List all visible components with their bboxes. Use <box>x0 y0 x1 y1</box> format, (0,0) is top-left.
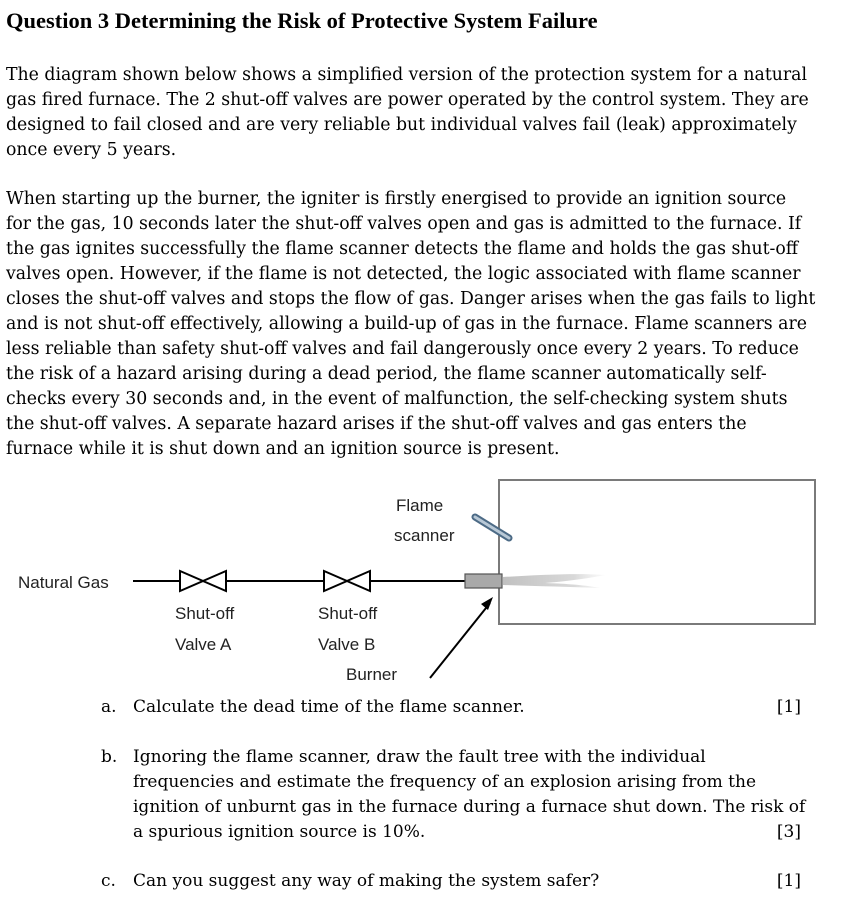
question-text-line: a spurious ignition source is 10%. <box>133 822 426 842</box>
question-mark: [3] <box>776 822 801 842</box>
question-text-line: ignition of unburnt gas in the furnace during a furnace shut down. The risk of <box>133 797 806 817</box>
text-line: furnace while it is shut down and an ignition source is present. <box>6 439 560 459</box>
text-line: for the gas, 10 seconds later the shut-off valves open and gas is admitted to the furnace. If <box>6 214 802 234</box>
question-text-line: Ignoring the flame scanner, draw the fault tree with the individual <box>133 747 706 767</box>
burner-nozzle <box>465 574 502 588</box>
text-line: checks every 30 seconds and, in the event of malfunction, the self-checking system shuts <box>6 389 788 409</box>
text-line: once every 5 years. <box>6 140 177 160</box>
natural-gas-label: Natural Gas <box>18 573 109 592</box>
text-line: the gas ignites successfully the flame scanner detects the flame and holds the gas shut-off <box>6 239 799 259</box>
text-line: The diagram shown below shows a simplified version of the protection system for a natural <box>6 65 807 85</box>
text-line: and is not shut-off effectively, allowing a build-up of gas in the furnace. Flame scanners are <box>6 314 807 334</box>
furnace-box <box>499 480 815 624</box>
flame-scanner-label-line1: Flame <box>396 496 444 515</box>
burner-label: Burner <box>346 665 398 684</box>
question-letter: b. <box>101 747 118 767</box>
valve-b-label-line2: Valve B <box>318 635 376 654</box>
text-line: less reliable than safety shut-off valves and fail dangerously once every 2 years. To reduce <box>6 339 799 359</box>
text-line: the shut-off valves. A separate hazard arises if the shut-off valves and gas enters the <box>6 414 747 434</box>
question-letter: a. <box>101 697 117 717</box>
valve-b-label-line1: Shut-off <box>318 604 378 623</box>
question-title: Question 3 Determining the Risk of Protective System Failure <box>6 8 598 33</box>
startup-paragraph <box>6 187 840 462</box>
text-line: gas fired furnace. The 2 shut-off valves are power operated by the control system. They are <box>6 90 809 110</box>
intro-paragraph <box>6 63 840 163</box>
question-mark: [1] <box>776 697 801 717</box>
question-text-line: frequencies and estimate the frequency of an explosion arising from the <box>133 772 757 792</box>
question-text-line: Can you suggest any way of making the system safer? <box>133 871 600 891</box>
burner-pointer-arrow <box>430 597 493 678</box>
question-letter: c. <box>101 871 116 891</box>
text-line: valves open. However, if the flame is not detected, the logic associated with flame scanner <box>6 264 801 284</box>
valve-a-label-line1: Shut-off <box>175 604 235 623</box>
valve-a-label-line2: Valve A <box>175 635 232 654</box>
protection-system-diagram <box>0 470 846 700</box>
flame-scanner-label-line2: scanner <box>394 526 455 545</box>
text-line: When starting up the burner, the igniter is firstly energised to provide an ignition source <box>6 189 787 209</box>
question-text-line: Calculate the dead time of the flame scanner. <box>133 697 525 717</box>
valve-b-symbol <box>324 571 370 591</box>
valve-a-symbol <box>180 571 226 591</box>
question-mark: [1] <box>776 871 801 891</box>
text-line: the risk of a hazard arising during a dead period, the flame scanner automatically self- <box>6 364 767 384</box>
text-line: designed to fail closed and are very reliable but individual valves fail (leak) approximately <box>6 115 797 135</box>
text-line: closes the shut-off valves and stops the flow of gas. Danger arises when the gas fails to light <box>6 289 816 309</box>
